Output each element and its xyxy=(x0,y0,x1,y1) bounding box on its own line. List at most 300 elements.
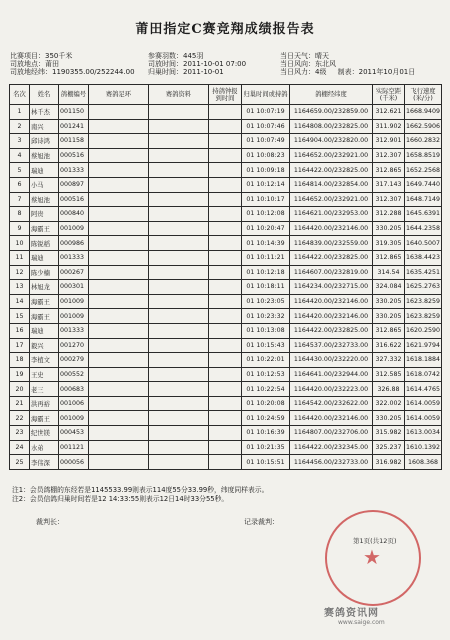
table-cell xyxy=(209,280,242,295)
table-row xyxy=(10,294,442,309)
table-cell: 311.902 xyxy=(373,119,405,134)
table-cell: 1164422.00/232825.00 xyxy=(290,163,373,178)
table-cell: 1625.2763 xyxy=(405,280,442,295)
table-cell: 001150 xyxy=(59,105,89,120)
footnote-1: 注1：会员鸽棚的东经若是1145533.99则表示114度55分33.99秒，纬度同样表示。 xyxy=(12,486,269,494)
race-info xyxy=(10,52,442,77)
table-cell xyxy=(209,105,242,120)
entry-count: 参赛羽数：445羽 xyxy=(148,52,204,60)
table-cell: 11 xyxy=(10,250,30,265)
table-row xyxy=(10,265,442,280)
table-cell xyxy=(149,236,209,251)
table-row xyxy=(10,426,442,441)
table-row xyxy=(10,455,442,470)
table-cell xyxy=(209,411,242,426)
table-cell: 314.54 xyxy=(373,265,405,280)
table-cell: 23 xyxy=(10,426,30,441)
table-cell xyxy=(209,236,242,251)
table-cell xyxy=(209,440,242,455)
table-cell: 1164234.00/232715.00 xyxy=(290,280,373,295)
table-cell: 000279 xyxy=(59,353,89,368)
table-cell: 1608.368 xyxy=(405,455,442,470)
table-cell: 01 10:12:53 xyxy=(242,367,290,382)
table-cell xyxy=(89,221,149,236)
table-cell xyxy=(89,119,149,134)
table-row xyxy=(10,367,442,382)
table-row xyxy=(10,353,442,368)
table-cell: 330.205 xyxy=(373,411,405,426)
table-cell xyxy=(209,382,242,397)
table-cell: 海霸王 xyxy=(30,294,59,309)
table-cell xyxy=(89,265,149,280)
table-cell: 01 10:20:47 xyxy=(242,221,290,236)
table-row xyxy=(10,119,442,134)
table-cell xyxy=(89,250,149,265)
table-row xyxy=(10,396,442,411)
return-date: 归巢时间：2011-10-01 xyxy=(148,68,224,77)
table-cell: 330.205 xyxy=(373,309,405,324)
table-cell xyxy=(149,134,209,149)
table-cell xyxy=(89,207,149,222)
table-cell: 316.982 xyxy=(373,455,405,470)
table-cell: 01 10:20:08 xyxy=(242,396,290,411)
table-cell xyxy=(149,119,209,134)
table-cell: 1164839.00/232559.00 xyxy=(290,236,373,251)
table-cell xyxy=(89,440,149,455)
table-cell: 24 xyxy=(10,440,30,455)
footnotes xyxy=(12,486,268,504)
table-cell: 1164807.00/232706.00 xyxy=(290,426,373,441)
table-cell: 1658.8519 xyxy=(405,148,442,163)
table-cell xyxy=(209,323,242,338)
table-cell: 8 xyxy=(10,207,30,222)
table-cell: 312.585 xyxy=(373,367,405,382)
table-cell xyxy=(89,323,149,338)
table-body xyxy=(10,105,442,470)
table-row xyxy=(10,163,442,178)
table-row xyxy=(10,148,442,163)
table-cell: 1649.7440 xyxy=(405,177,442,192)
table-cell: 01 10:15:43 xyxy=(242,338,290,353)
table-cell: 001270 xyxy=(59,338,89,353)
report-title: 莆田指定C赛竞翔成绩报告表 xyxy=(135,22,315,37)
table-cell: 000552 xyxy=(59,367,89,382)
table-cell: 1668.9409 xyxy=(405,105,442,120)
table-cell xyxy=(209,338,242,353)
table-cell: 1618.0742 xyxy=(405,367,442,382)
table-cell: 312.307 xyxy=(373,192,405,207)
release-coordinates: 司放地经纬：1190355.00/252244.00 xyxy=(10,68,135,77)
table-cell xyxy=(89,367,149,382)
table-cell xyxy=(89,382,149,397)
race-distance: 比赛项目：350千米 xyxy=(10,52,73,60)
table-cell: 325.237 xyxy=(373,440,405,455)
table-cell xyxy=(89,105,149,120)
table-cell: 1164808.00/232825.00 xyxy=(290,119,373,134)
table-cell: 1164430.00/232220.00 xyxy=(290,353,373,368)
table-cell xyxy=(209,294,242,309)
table-cell: 老三 xyxy=(30,382,59,397)
table-cell xyxy=(209,250,242,265)
table-cell: 01 10:18:11 xyxy=(242,280,290,295)
table-cell: 312.865 xyxy=(373,163,405,178)
referee-label: 裁判长： xyxy=(36,518,64,526)
column-header: 实际空距(千米) xyxy=(373,85,405,105)
table-cell: 01 10:22:01 xyxy=(242,353,290,368)
table-cell: 1164641.00/232944.00 xyxy=(290,367,373,382)
footnote-2: 注2：会员信鸽归巢时间若是12 14:33:55则表示12日14时33分55秒。 xyxy=(12,495,229,503)
table-cell xyxy=(209,309,242,324)
table-row xyxy=(10,323,442,338)
table-cell xyxy=(89,134,149,149)
table-cell xyxy=(89,294,149,309)
table-cell: 1621.9794 xyxy=(405,338,442,353)
table-cell: 瑞迪 xyxy=(30,163,59,178)
table-cell xyxy=(149,382,209,397)
table-cell: 000056 xyxy=(59,455,89,470)
table-cell xyxy=(209,192,242,207)
table-cell: 1164420.00/232146.00 xyxy=(290,294,373,309)
table-cell: 陈锐稻 xyxy=(30,236,59,251)
table-cell: 20 xyxy=(10,382,30,397)
table-cell xyxy=(209,353,242,368)
table-cell xyxy=(149,411,209,426)
table-cell xyxy=(209,207,242,222)
table-cell: 王史 xyxy=(30,367,59,382)
table-cell: 1635.4251 xyxy=(405,265,442,280)
table-cell: 6 xyxy=(10,177,30,192)
table-cell: 21 xyxy=(10,396,30,411)
table-cell xyxy=(89,148,149,163)
table-cell xyxy=(209,163,242,178)
table-cell xyxy=(209,455,242,470)
table-cell: 4 xyxy=(10,148,30,163)
table-cell: 海霸王 xyxy=(30,309,59,324)
recorder-label: 记录裁判： xyxy=(244,518,279,526)
table-cell: 01 10:14:39 xyxy=(242,236,290,251)
table-row xyxy=(10,221,442,236)
table-cell xyxy=(209,119,242,134)
table-cell: 324.084 xyxy=(373,280,405,295)
table-cell xyxy=(149,353,209,368)
table-cell: 1164420.00/232223.00 xyxy=(290,382,373,397)
table-cell xyxy=(209,134,242,149)
table-cell xyxy=(149,163,209,178)
table-cell xyxy=(209,367,242,382)
table-row xyxy=(10,207,442,222)
table-row xyxy=(10,134,442,149)
table-cell: 海霸王 xyxy=(30,411,59,426)
release-location: 司放地点：莆田 xyxy=(10,60,59,69)
table-cell xyxy=(209,221,242,236)
table-cell: 000301 xyxy=(59,280,89,295)
table-cell: 水弟 xyxy=(30,440,59,455)
table-cell: 1660.2832 xyxy=(405,134,442,149)
table-cell xyxy=(89,280,149,295)
table-cell: 1645.6391 xyxy=(405,207,442,222)
table-cell: 纪世镁 xyxy=(30,426,59,441)
table-cell xyxy=(149,396,209,411)
table-cell xyxy=(89,338,149,353)
table-cell xyxy=(209,396,242,411)
table-cell: 1164652.00/232921.00 xyxy=(290,192,373,207)
table-cell: 01 10:11:21 xyxy=(242,250,290,265)
table-cell xyxy=(89,177,149,192)
table-cell: 001009 xyxy=(59,294,89,309)
table-row xyxy=(10,440,442,455)
table-cell: 000516 xyxy=(59,192,89,207)
table-cell: 14 xyxy=(10,294,30,309)
table-row xyxy=(10,309,442,324)
table-cell: 瑞迪 xyxy=(30,323,59,338)
table-cell: 01 10:07:46 xyxy=(242,119,290,134)
table-cell xyxy=(149,455,209,470)
table-cell: 1620.2590 xyxy=(405,323,442,338)
table-cell xyxy=(149,148,209,163)
table-cell: 1644.2358 xyxy=(405,221,442,236)
table-cell: 1164422.00/232825.00 xyxy=(290,250,373,265)
table-cell: 01 10:08:23 xyxy=(242,148,290,163)
table-cell: 326.88 xyxy=(373,382,405,397)
table-cell: 1164456.00/232733.00 xyxy=(290,455,373,470)
table-cell xyxy=(89,163,149,178)
table-cell: 海霸王 xyxy=(30,221,59,236)
column-header: 名次 xyxy=(10,85,30,105)
table-cell xyxy=(149,309,209,324)
table-cell: 3 xyxy=(10,134,30,149)
table-cell: 1164659.00/232859.00 xyxy=(290,105,373,120)
table-row xyxy=(10,280,442,295)
table-cell: 001009 xyxy=(59,221,89,236)
table-cell: 南兴 xyxy=(30,119,59,134)
page-number: 第1页(共12页) xyxy=(353,537,397,545)
table-cell: 小马 xyxy=(30,177,59,192)
table-cell: 1623.8259 xyxy=(405,309,442,324)
table-cell: 19 xyxy=(10,367,30,382)
table-cell: 1164652.00/232921.00 xyxy=(290,148,373,163)
table-cell xyxy=(149,221,209,236)
table-cell: 17 xyxy=(10,338,30,353)
table-cell: 10 xyxy=(10,236,30,251)
column-header: 赛鸽资料 xyxy=(149,85,209,105)
table-cell xyxy=(89,309,149,324)
table-cell: 1164607.00/232819.00 xyxy=(290,265,373,280)
table-cell xyxy=(149,294,209,309)
table-cell: 1662.5906 xyxy=(405,119,442,134)
table-cell: 2 xyxy=(10,119,30,134)
table-cell: 1164904.00/232820.00 xyxy=(290,134,373,149)
table-cell: 001333 xyxy=(59,163,89,178)
table-cell: 01 10:21:35 xyxy=(242,440,290,455)
table-cell: 7 xyxy=(10,192,30,207)
table-cell xyxy=(149,105,209,120)
table-cell xyxy=(149,177,209,192)
table-cell: 001158 xyxy=(59,134,89,149)
table-cell: 1614.0059 xyxy=(405,396,442,411)
table-cell: 1648.7149 xyxy=(405,192,442,207)
table-cell: 林旭龙 xyxy=(30,280,59,295)
table-cell: 000516 xyxy=(59,148,89,163)
table-row xyxy=(10,236,442,251)
table-cell: 001241 xyxy=(59,119,89,134)
table-cell: 01 10:10:17 xyxy=(242,192,290,207)
results-table xyxy=(9,84,442,470)
table-cell xyxy=(209,177,242,192)
table-cell: 01 10:09:18 xyxy=(242,163,290,178)
column-header: 鸽棚经纬度 xyxy=(290,85,373,105)
table-cell xyxy=(89,353,149,368)
table-cell: 001009 xyxy=(59,411,89,426)
table-cell: 5 xyxy=(10,163,30,178)
table-cell: 01 10:13:08 xyxy=(242,323,290,338)
table-cell: 林千杰 xyxy=(30,105,59,120)
table-cell: 1164621.00/232953.00 xyxy=(290,207,373,222)
table-cell: 322.002 xyxy=(373,396,405,411)
table-cell: 000986 xyxy=(59,236,89,251)
table-row xyxy=(10,382,442,397)
column-header: 持鸽钟报到时间 xyxy=(209,85,242,105)
table-cell: 327.332 xyxy=(373,353,405,368)
official-stamp xyxy=(325,510,421,606)
table-cell: 000267 xyxy=(59,265,89,280)
table-row xyxy=(10,177,442,192)
table-cell: 01 10:12:18 xyxy=(242,265,290,280)
table-cell: 1164537.00/232733.00 xyxy=(290,338,373,353)
table-cell: 01 10:07:49 xyxy=(242,134,290,149)
table-cell: 330.205 xyxy=(373,221,405,236)
table-cell xyxy=(209,426,242,441)
column-header: 赛鸽足环 xyxy=(89,85,149,105)
table-header xyxy=(10,85,442,105)
table-cell: 01 10:16:39 xyxy=(242,426,290,441)
table-cell xyxy=(149,426,209,441)
table-cell: 阿贵 xyxy=(30,207,59,222)
table-row xyxy=(10,250,442,265)
table-cell: 1 xyxy=(10,105,30,120)
table-row xyxy=(10,411,442,426)
table-cell: 1164422.00/232825.00 xyxy=(290,323,373,338)
table-cell: 312.865 xyxy=(373,323,405,338)
table-cell xyxy=(149,338,209,353)
table-cell: 1652.2568 xyxy=(405,163,442,178)
table-cell xyxy=(149,265,209,280)
table-cell: 001006 xyxy=(59,396,89,411)
table-cell: 01 10:15:51 xyxy=(242,455,290,470)
table-cell: 01 10:12:14 xyxy=(242,177,290,192)
table-cell: 洪再裕 xyxy=(30,396,59,411)
report-date: 制表：2011年10月01日 xyxy=(337,68,416,77)
column-header: 归巢时间或持鸽 xyxy=(242,85,290,105)
table-cell: 1164422.00/232345.00 xyxy=(290,440,373,455)
table-cell: 001121 xyxy=(59,440,89,455)
star-icon: ★ xyxy=(363,545,381,569)
table-cell: 315.982 xyxy=(373,426,405,441)
table-cell xyxy=(209,265,242,280)
column-header: 姓名 xyxy=(30,85,59,105)
table-cell: 瑞迪 xyxy=(30,250,59,265)
table-cell: 1164420.00/232146.00 xyxy=(290,309,373,324)
table-cell xyxy=(89,192,149,207)
table-cell: 1640.5007 xyxy=(405,236,442,251)
table-cell xyxy=(89,411,149,426)
table-cell xyxy=(149,440,209,455)
table-row xyxy=(10,192,442,207)
weather: 当日天气：晴天 xyxy=(280,52,329,60)
table-cell: 1613.0034 xyxy=(405,426,442,441)
table-cell: 312.288 xyxy=(373,207,405,222)
table-cell: 李植文 xyxy=(30,353,59,368)
table-cell: 毅兴 xyxy=(30,338,59,353)
table-cell: 01 10:22:54 xyxy=(242,382,290,397)
table-cell: 25 xyxy=(10,455,30,470)
column-header: 鸽棚编号 xyxy=(59,85,89,105)
table-cell: 1614.4765 xyxy=(405,382,442,397)
table-cell: 01 10:23:05 xyxy=(242,294,290,309)
table-cell xyxy=(149,250,209,265)
table-cell: 1164814.00/232854.00 xyxy=(290,177,373,192)
watermark-brand: 赛鸽资讯网 xyxy=(324,608,379,619)
table-cell: 15 xyxy=(10,309,30,324)
table-cell: 1164542.00/232622.00 xyxy=(290,396,373,411)
table-cell: 12 xyxy=(10,265,30,280)
table-cell xyxy=(89,236,149,251)
table-cell: 9 xyxy=(10,221,30,236)
table-cell: 001009 xyxy=(59,309,89,324)
table-cell xyxy=(89,396,149,411)
table-cell: 000840 xyxy=(59,207,89,222)
table-cell: 1164420.00/232146.00 xyxy=(290,411,373,426)
table-cell: 001333 xyxy=(59,323,89,338)
watermark xyxy=(324,604,385,626)
release-time: 司放时间：2011-10-01 07:00 xyxy=(148,60,247,69)
table-cell: 01 10:24:59 xyxy=(242,411,290,426)
table-cell xyxy=(209,148,242,163)
table-cell: 01 10:23:32 xyxy=(242,309,290,324)
table-cell: 319.305 xyxy=(373,236,405,251)
wind-strength-and-date xyxy=(280,68,442,76)
table-cell xyxy=(89,455,149,470)
table-cell: 邱诗鸿 xyxy=(30,134,59,149)
table-cell: 01 10:12:08 xyxy=(242,207,290,222)
table-cell: 1610.1392 xyxy=(405,440,442,455)
table-cell xyxy=(149,192,209,207)
watermark-url: www.saige.com xyxy=(338,619,385,626)
table-cell: 16 xyxy=(10,323,30,338)
table-cell: 13 xyxy=(10,280,30,295)
table-cell: 000683 xyxy=(59,382,89,397)
table-cell: 18 xyxy=(10,353,30,368)
table-cell: 1614.0059 xyxy=(405,411,442,426)
table-cell xyxy=(89,426,149,441)
table-cell: 01 10:07:19 xyxy=(242,105,290,120)
table-cell: 1638.4423 xyxy=(405,250,442,265)
table-cell xyxy=(149,323,209,338)
wind-direction: 当日风向：东北风 xyxy=(280,60,336,69)
table-cell: 000453 xyxy=(59,426,89,441)
table-cell: 316.622 xyxy=(373,338,405,353)
table-cell: 312.621 xyxy=(373,105,405,120)
table-cell: 312.307 xyxy=(373,148,405,163)
column-header: 飞行速度(米/分) xyxy=(405,85,442,105)
table-cell: 李伟深 xyxy=(30,455,59,470)
table-cell: 000897 xyxy=(59,177,89,192)
table-cell xyxy=(149,207,209,222)
table-cell: 312.901 xyxy=(373,134,405,149)
table-row xyxy=(10,105,442,120)
table-cell: 22 xyxy=(10,411,30,426)
table-cell xyxy=(149,367,209,382)
table-cell: 蔡旭池 xyxy=(30,148,59,163)
